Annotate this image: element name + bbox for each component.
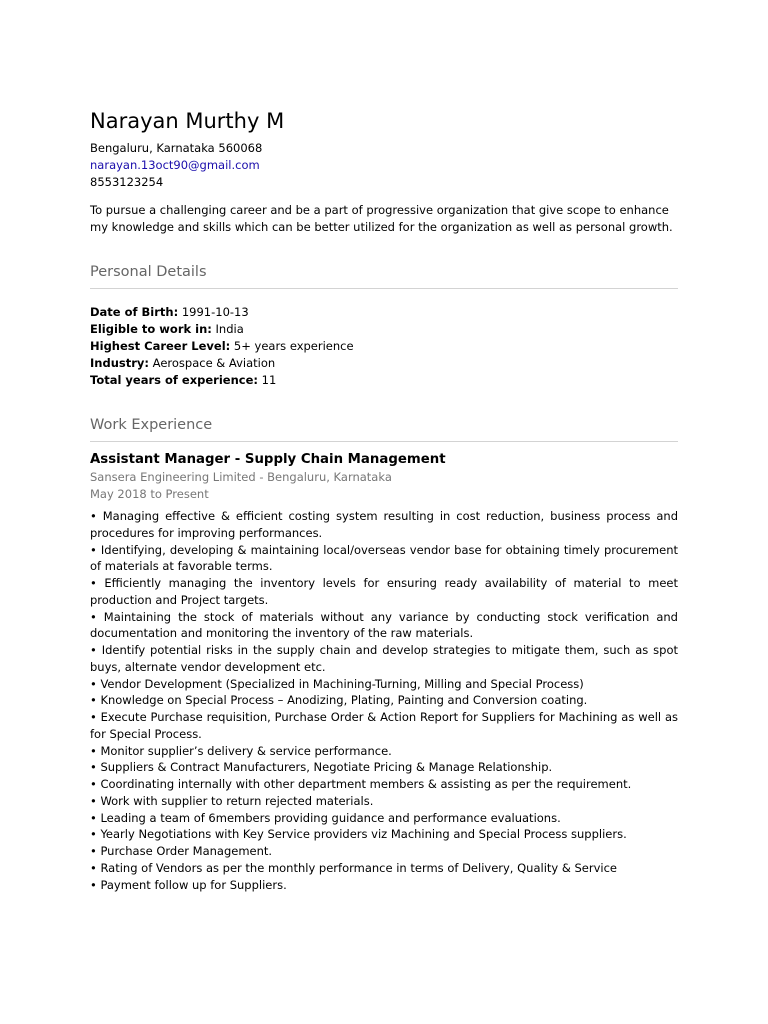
duty-item: • Knowledge on Special Process – Anodizing, Plating, Painting and Conversion coating. bbox=[90, 693, 588, 708]
detail-value: 11 bbox=[261, 373, 277, 387]
work-experience-heading: Work Experience bbox=[90, 417, 213, 433]
personal-details-heading: Personal Details bbox=[90, 264, 207, 280]
detail-value: Aerospace & Aviation bbox=[152, 356, 276, 370]
detail-row-total-experience bbox=[90, 372, 354, 389]
duty-item: • Payment follow up for Suppliers. bbox=[90, 877, 287, 892]
company-name: Sansera Engineering Limited bbox=[90, 470, 256, 484]
job-employer-line bbox=[90, 469, 392, 486]
duty-item: • Monitor supplier’s delivery & service performance. bbox=[90, 743, 392, 758]
job-title: Assistant Manager - Supply Chain Management bbox=[90, 452, 446, 467]
detail-row-industry bbox=[90, 355, 354, 372]
duty-item: • Work with supplier to return rejected materials. bbox=[90, 793, 374, 808]
duty-item: • Purchase Order Management. bbox=[90, 844, 273, 858]
duty-item: • Identifying, developing & maintaining local/overseas vendor base for obtaining timely procurement of materials at favorable terms. bbox=[90, 542, 678, 574]
job-meta bbox=[90, 469, 392, 502]
address: Bengaluru, Karnataka 560068 bbox=[90, 141, 263, 155]
duty-item: • Leading a team of 6members providing guidance and performance evaluations. bbox=[90, 810, 561, 825]
detail-row-career-level bbox=[90, 338, 354, 355]
duty-item: • Rating of Vendors as per the monthly performance in terms of Delivery, Quality & Service bbox=[90, 860, 617, 875]
detail-label: Industry: bbox=[90, 356, 149, 370]
job-duties-list bbox=[90, 508, 678, 893]
duty-item: • Yearly Negotiations with Key Service providers viz Machining and Special Process suppliers. bbox=[90, 827, 627, 842]
duty-item: • Maintaining the stock of materials without any variance by conducting stock verification and documentation and monitoring the inventory of the raw materials. bbox=[90, 609, 678, 641]
duty-item: • Suppliers & Contract Manufacturers, Negotiate Pricing & Manage Relationship. bbox=[90, 760, 553, 775]
contact-block bbox=[90, 140, 262, 191]
duty-item: • Managing effective & efficient costing system resulting in cost reduction, business process and procedures for improving performances. bbox=[90, 509, 678, 540]
duty-item: • Execute Purchase requisition, Purchase Order & Action Report for Suppliers for Machining as well as for Special Process. bbox=[90, 710, 678, 741]
detail-label: Highest Career Level: bbox=[90, 339, 231, 353]
location-separator: - bbox=[255, 470, 268, 484]
job-dates: May 2018 to Present bbox=[90, 486, 209, 501]
duty-item: • Identify potential risks in the supply chain and develop strategies to mitigate them, such as spot buys, alternate vendor development etc. bbox=[90, 643, 678, 674]
candidate-name: Narayan Murthy M bbox=[90, 109, 285, 133]
detail-row-eligible bbox=[90, 321, 354, 338]
objective-text: To pursue a challenging career and be a part of progressive organization that give scope to enhance my knowledge and skills which can be better utilized for the organization as well as personal growth. bbox=[90, 203, 673, 234]
detail-row-dob bbox=[90, 304, 354, 321]
email-link[interactable]: narayan.13oct90@gmail.com bbox=[90, 158, 260, 172]
detail-value: India bbox=[215, 322, 244, 336]
section-divider bbox=[90, 441, 678, 442]
duty-item: • Coordinating internally with other department members & assisting as per the requirement. bbox=[90, 777, 632, 791]
detail-label: Eligible to work in: bbox=[90, 322, 212, 336]
detail-value: 1991-10-13 bbox=[181, 305, 249, 319]
detail-value: 5+ years experience bbox=[233, 339, 354, 353]
section-divider bbox=[90, 288, 678, 289]
phone-number: 8553123254 bbox=[90, 175, 164, 189]
job-location: Bengaluru, Karnataka bbox=[267, 470, 392, 484]
detail-label: Date of Birth: bbox=[90, 305, 179, 319]
personal-details-list bbox=[90, 304, 354, 389]
detail-label: Total years of experience: bbox=[90, 373, 258, 387]
duty-item: • Efficiently managing the inventory levels for ensuring ready availability of material to meet production and Project targets. bbox=[90, 576, 678, 607]
duty-item: • Vendor Development (Specialized in Machining-Turning, Milling and Special Process) bbox=[90, 676, 584, 691]
